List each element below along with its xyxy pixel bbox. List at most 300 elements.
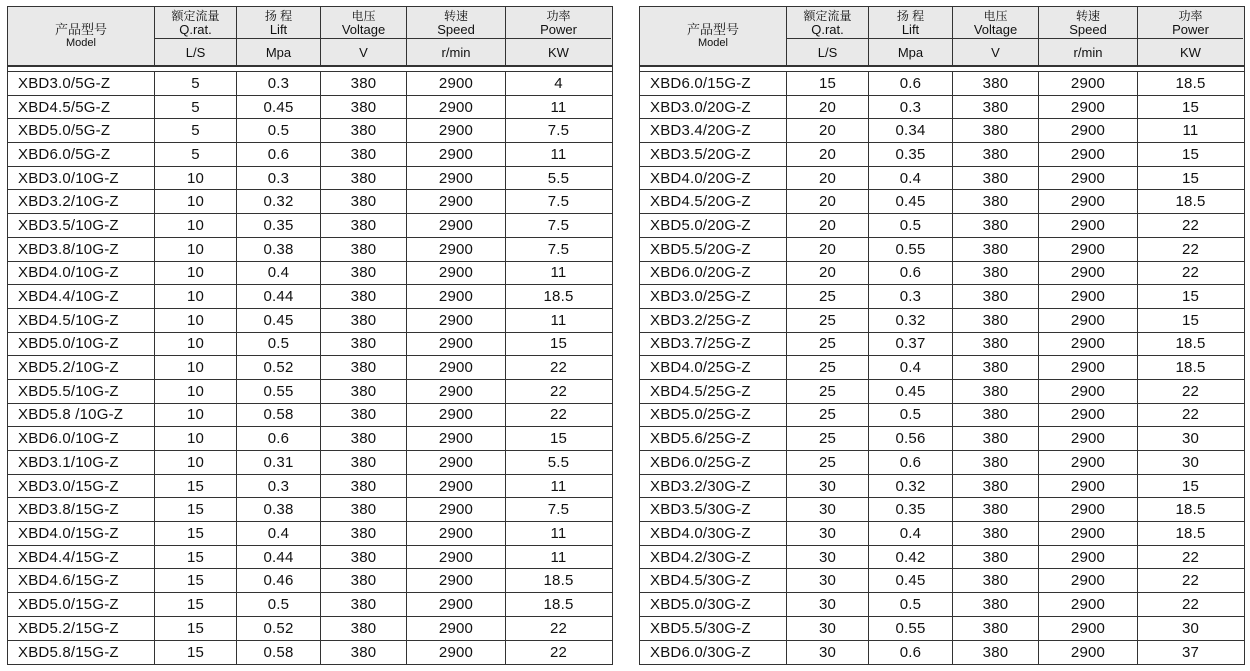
cell-flow: 20 <box>787 190 869 213</box>
cell-voltage: 380 <box>321 356 407 379</box>
cell-speed: 2900 <box>1039 498 1138 521</box>
cell-speed: 2900 <box>1039 333 1138 356</box>
table-row <box>8 404 612 428</box>
cell-voltage: 380 <box>953 309 1039 332</box>
cell-speed: 2900 <box>407 546 506 569</box>
cell-power: 15 <box>1181 288 1200 306</box>
cell-lift: 0.4 <box>237 262 321 285</box>
cell-lift: 0.31 <box>237 451 321 474</box>
cell-power: 7.5 <box>547 501 570 519</box>
cell-speed: 2900 <box>407 167 506 190</box>
cell-model: XBD4.0/25G-Z <box>640 356 787 379</box>
cell-model: XBD4.4/15G-Z <box>8 546 155 569</box>
cell-lift: 0.37 <box>869 333 953 356</box>
cell-voltage: 380 <box>321 262 407 285</box>
cell-flow: 20 <box>787 119 869 142</box>
cell-flow: 15 <box>155 475 237 498</box>
cell-model: XBD3.1/10G-Z <box>8 451 155 474</box>
cell-model: XBD4.0/20G-Z <box>640 167 787 190</box>
unit-voltage: V <box>359 44 368 60</box>
cell-flow: 10 <box>155 380 237 403</box>
table-row <box>8 641 612 665</box>
cell-speed: 2900 <box>407 451 506 474</box>
cell-flow: 30 <box>787 569 869 592</box>
cell-model: XBD5.8 /10G-Z <box>8 404 155 427</box>
cell-voltage: 380 <box>321 404 407 427</box>
cell-power: 15 <box>1181 477 1200 495</box>
cell-voltage: 380 <box>953 569 1039 592</box>
cell-flow: 5 <box>155 72 237 95</box>
cell-speed: 2900 <box>1039 617 1138 640</box>
cell-model: XBD3.8/15G-Z <box>8 498 155 521</box>
cell-lift: 0.58 <box>237 641 321 665</box>
pump-spec-table-left <box>7 6 613 665</box>
cell-voltage: 380 <box>321 641 407 665</box>
cell-lift: 0.45 <box>869 380 953 403</box>
cell-flow: 10 <box>155 262 237 285</box>
cell-flow: 30 <box>787 641 869 665</box>
cell-lift: 0.3 <box>869 96 953 119</box>
cell-power: 7.5 <box>547 122 570 140</box>
cell-power: 11 <box>550 311 567 329</box>
cell-speed: 2900 <box>1039 546 1138 569</box>
cell-lift: 0.55 <box>869 617 953 640</box>
cell-power: 15 <box>1181 169 1200 187</box>
cell-model: XBD3.0/25G-Z <box>640 285 787 308</box>
unit-flow: L/S <box>817 44 838 60</box>
cell-voltage: 380 <box>953 593 1039 616</box>
cell-speed: 2900 <box>407 641 506 665</box>
cell-flow: 10 <box>155 214 237 237</box>
cell-power: 18.5 <box>543 288 574 306</box>
cell-model: XBD4.5/30G-Z <box>640 569 787 592</box>
table-row <box>640 498 1244 522</box>
cell-power: 7.5 <box>547 193 570 211</box>
cell-flow: 25 <box>787 309 869 332</box>
cell-voltage: 380 <box>953 333 1039 356</box>
pump-spec-table-right <box>639 6 1245 665</box>
cell-lift: 0.5 <box>869 593 953 616</box>
cell-speed: 2900 <box>1039 238 1138 261</box>
cell-model: XBD3.0/15G-Z <box>8 475 155 498</box>
cell-flow: 10 <box>155 451 237 474</box>
cell-voltage: 380 <box>953 356 1039 379</box>
cell-power: 5.5 <box>547 453 570 471</box>
cell-voltage: 380 <box>953 427 1039 450</box>
cell-voltage: 380 <box>321 451 407 474</box>
cell-lift: 0.55 <box>869 238 953 261</box>
cell-power: 30 <box>1181 619 1200 637</box>
cell-model: XBD5.0/20G-Z <box>640 214 787 237</box>
header-speed: 转速 Speed r/min <box>1039 7 1138 65</box>
cell-flow: 10 <box>155 427 237 450</box>
table-row <box>8 214 612 238</box>
cell-voltage: 380 <box>321 119 407 142</box>
table-row <box>8 617 612 641</box>
cell-voltage: 380 <box>953 451 1039 474</box>
unit-power: KW <box>1180 44 1201 60</box>
cell-voltage: 380 <box>321 214 407 237</box>
cell-model: XBD4.0/15G-Z <box>8 522 155 545</box>
cell-lift: 0.56 <box>869 427 953 450</box>
cell-flow: 25 <box>787 356 869 379</box>
cell-speed: 2900 <box>407 475 506 498</box>
cell-speed: 2900 <box>407 404 506 427</box>
table-row <box>8 356 612 380</box>
cell-flow: 25 <box>787 451 869 474</box>
table-row <box>8 262 612 286</box>
cell-power: 22 <box>549 619 568 637</box>
cell-speed: 2900 <box>407 356 506 379</box>
cell-lift: 0.5 <box>237 333 321 356</box>
cell-lift: 0.6 <box>237 143 321 166</box>
cell-flow: 15 <box>155 617 237 640</box>
cell-flow: 20 <box>787 262 869 285</box>
table-body <box>8 72 612 664</box>
cell-power: 5.5 <box>547 169 570 187</box>
cell-voltage: 380 <box>953 214 1039 237</box>
table-row <box>8 427 612 451</box>
cell-lift: 0.46 <box>237 569 321 592</box>
cell-lift: 0.6 <box>869 641 953 665</box>
cell-flow: 15 <box>155 522 237 545</box>
cell-power: 15 <box>1181 98 1200 116</box>
cell-voltage: 380 <box>321 380 407 403</box>
cell-lift: 0.38 <box>237 498 321 521</box>
cell-power: 11 <box>550 524 567 542</box>
cell-lift: 0.5 <box>237 593 321 616</box>
header-voltage: 电压 Voltage V <box>321 7 407 65</box>
cell-lift: 0.35 <box>237 214 321 237</box>
cell-power: 18.5 <box>1175 335 1206 353</box>
cell-power: 11 <box>550 548 567 566</box>
table-row <box>640 238 1244 262</box>
cell-speed: 2900 <box>1039 285 1138 308</box>
cell-model: XBD4.5/10G-Z <box>8 309 155 332</box>
cell-power: 18.5 <box>1175 193 1206 211</box>
cell-model: XBD5.0/5G-Z <box>8 119 155 142</box>
cell-model: XBD6.0/15G-Z <box>640 72 787 95</box>
table-row <box>8 309 612 333</box>
cell-speed: 2900 <box>1039 309 1138 332</box>
cell-speed: 2900 <box>1039 96 1138 119</box>
cell-speed: 2900 <box>1039 475 1138 498</box>
cell-flow: 20 <box>787 167 869 190</box>
table-row <box>640 522 1244 546</box>
cell-speed: 2900 <box>407 333 506 356</box>
cell-model: XBD4.0/10G-Z <box>8 262 155 285</box>
cell-power: 18.5 <box>543 572 574 590</box>
cell-speed: 2900 <box>1039 143 1138 166</box>
cell-lift: 0.6 <box>237 427 321 450</box>
table-row <box>8 546 612 570</box>
cell-voltage: 380 <box>321 285 407 308</box>
table-row <box>8 285 612 309</box>
cell-power: 15 <box>1181 145 1200 163</box>
cell-lift: 0.55 <box>237 380 321 403</box>
cell-model: XBD3.8/10G-Z <box>8 238 155 261</box>
cell-power: 22 <box>1181 216 1200 234</box>
cell-model: XBD3.5/20G-Z <box>640 143 787 166</box>
table-row <box>8 143 612 167</box>
cell-model: XBD4.0/30G-Z <box>640 522 787 545</box>
cell-speed: 2900 <box>1039 569 1138 592</box>
cell-power: 11 <box>550 98 567 116</box>
table-row <box>640 427 1244 451</box>
table-row <box>8 190 612 214</box>
cell-power: 22 <box>1181 264 1200 282</box>
cell-power: 18.5 <box>1175 74 1206 92</box>
table-row <box>640 593 1244 617</box>
table-row <box>640 451 1244 475</box>
cell-model: XBD3.2/25G-Z <box>640 309 787 332</box>
cell-speed: 2900 <box>407 569 506 592</box>
cell-speed: 2900 <box>1039 451 1138 474</box>
cell-voltage: 380 <box>321 427 407 450</box>
cell-power: 7.5 <box>547 240 570 258</box>
table-row <box>640 569 1244 593</box>
cell-voltage: 380 <box>321 498 407 521</box>
cell-flow: 10 <box>155 356 237 379</box>
unit-lift: Mpa <box>897 44 924 60</box>
cell-voltage: 380 <box>321 309 407 332</box>
cell-power: 37 <box>1181 643 1200 661</box>
cell-flow: 5 <box>155 143 237 166</box>
unit-lift: Mpa <box>265 44 292 60</box>
cell-power: 15 <box>549 430 568 448</box>
cell-voltage: 380 <box>321 617 407 640</box>
table-row <box>640 641 1244 665</box>
cell-lift: 0.58 <box>237 404 321 427</box>
table-row <box>640 72 1244 96</box>
table-row <box>8 380 612 404</box>
cell-flow: 10 <box>155 167 237 190</box>
cell-flow: 15 <box>155 593 237 616</box>
cell-power: 22 <box>1181 382 1200 400</box>
cell-voltage: 380 <box>953 522 1039 545</box>
cell-model: XBD3.2/10G-Z <box>8 190 155 213</box>
cell-voltage: 380 <box>953 119 1039 142</box>
table-row <box>640 119 1244 143</box>
table-row <box>640 356 1244 380</box>
cell-lift: 0.6 <box>869 262 953 285</box>
cell-model: XBD5.0/30G-Z <box>640 593 787 616</box>
cell-flow: 25 <box>787 380 869 403</box>
cell-flow: 15 <box>155 498 237 521</box>
cell-flow: 10 <box>155 190 237 213</box>
cell-lift: 0.38 <box>237 238 321 261</box>
cell-flow: 25 <box>787 404 869 427</box>
cell-flow: 15 <box>155 546 237 569</box>
cell-flow: 30 <box>787 617 869 640</box>
cell-power: 22 <box>1181 572 1200 590</box>
cell-voltage: 380 <box>953 143 1039 166</box>
cell-model: XBD5.6/25G-Z <box>640 427 787 450</box>
cell-lift: 0.4 <box>237 522 321 545</box>
cell-model: XBD4.2/30G-Z <box>640 546 787 569</box>
cell-voltage: 380 <box>321 333 407 356</box>
table-row <box>8 475 612 499</box>
cell-lift: 0.6 <box>869 451 953 474</box>
cell-voltage: 380 <box>321 190 407 213</box>
cell-model: XBD5.0/25G-Z <box>640 404 787 427</box>
cell-voltage: 380 <box>953 641 1039 665</box>
cell-lift: 0.32 <box>237 190 321 213</box>
table-row <box>640 380 1244 404</box>
cell-flow: 30 <box>787 593 869 616</box>
cell-model: XBD5.2/15G-Z <box>8 617 155 640</box>
cell-power: 18.5 <box>543 595 574 613</box>
cell-speed: 2900 <box>1039 380 1138 403</box>
cell-lift: 0.32 <box>869 475 953 498</box>
cell-speed: 2900 <box>407 285 506 308</box>
cell-flow: 20 <box>787 96 869 119</box>
cell-lift: 0.3 <box>237 475 321 498</box>
cell-speed: 2900 <box>1039 262 1138 285</box>
cell-lift: 0.3 <box>237 167 321 190</box>
table-row <box>8 593 612 617</box>
cell-power: 15 <box>549 335 568 353</box>
cell-power: 22 <box>549 406 568 424</box>
cell-lift: 0.4 <box>869 522 953 545</box>
cell-voltage: 380 <box>953 617 1039 640</box>
cell-model: XBD5.8/15G-Z <box>8 641 155 665</box>
cell-voltage: 380 <box>953 285 1039 308</box>
cell-voltage: 380 <box>321 475 407 498</box>
cell-power: 7.5 <box>547 216 570 234</box>
table-row <box>640 546 1244 570</box>
table-row <box>8 522 612 546</box>
table-row <box>640 167 1244 191</box>
table-row <box>640 143 1244 167</box>
cell-lift: 0.6 <box>869 72 953 95</box>
cell-flow: 20 <box>787 214 869 237</box>
cell-lift: 0.44 <box>237 546 321 569</box>
cell-voltage: 380 <box>953 498 1039 521</box>
cell-voltage: 380 <box>953 96 1039 119</box>
cell-flow: 25 <box>787 427 869 450</box>
cell-speed: 2900 <box>407 72 506 95</box>
cell-power: 30 <box>1181 453 1200 471</box>
cell-model: XBD6.0/10G-Z <box>8 427 155 450</box>
cell-speed: 2900 <box>1039 593 1138 616</box>
header-model: 产品型号 Model <box>8 7 155 65</box>
cell-power: 11 <box>1182 122 1199 140</box>
cell-speed: 2900 <box>407 143 506 166</box>
header-power: 功率 Power KW <box>1138 7 1243 65</box>
cell-power: 22 <box>549 643 568 661</box>
cell-speed: 2900 <box>1039 119 1138 142</box>
cell-flow: 5 <box>155 119 237 142</box>
table-row <box>8 96 612 120</box>
cell-flow: 15 <box>155 569 237 592</box>
cell-flow: 25 <box>787 285 869 308</box>
cell-speed: 2900 <box>407 238 506 261</box>
cell-power: 15 <box>1181 311 1200 329</box>
cell-voltage: 380 <box>953 72 1039 95</box>
cell-model: XBD5.2/10G-Z <box>8 356 155 379</box>
cell-model: XBD5.0/10G-Z <box>8 333 155 356</box>
table-row <box>8 451 612 475</box>
cell-flow: 25 <box>787 333 869 356</box>
header-model: 产品型号 Model <box>640 7 787 65</box>
cell-lift: 0.3 <box>869 285 953 308</box>
cell-flow: 10 <box>155 309 237 332</box>
cell-speed: 2900 <box>407 427 506 450</box>
cell-lift: 0.34 <box>869 119 953 142</box>
cell-speed: 2900 <box>407 522 506 545</box>
table-row <box>8 333 612 357</box>
cell-power: 22 <box>1181 240 1200 258</box>
cell-speed: 2900 <box>407 96 506 119</box>
cell-flow: 15 <box>787 72 869 95</box>
cell-flow: 20 <box>787 238 869 261</box>
cell-power: 22 <box>549 382 568 400</box>
cell-power: 22 <box>1181 595 1200 613</box>
cell-speed: 2900 <box>1039 427 1138 450</box>
table-header <box>8 7 612 67</box>
cell-flow: 10 <box>155 333 237 356</box>
header-flow: 额定流量 Q.rat. L/S <box>155 7 237 65</box>
cell-model: XBD5.5/30G-Z <box>640 617 787 640</box>
cell-lift: 0.52 <box>237 617 321 640</box>
cell-power: 11 <box>550 145 567 163</box>
table-row <box>8 167 612 191</box>
cell-lift: 0.32 <box>869 309 953 332</box>
cell-lift: 0.52 <box>237 356 321 379</box>
cell-model: XBD6.0/30G-Z <box>640 641 787 665</box>
cell-flow: 30 <box>787 498 869 521</box>
cell-speed: 2900 <box>407 214 506 237</box>
table-row <box>640 262 1244 286</box>
cell-speed: 2900 <box>407 309 506 332</box>
cell-power: 22 <box>1181 548 1200 566</box>
cell-lift: 0.35 <box>869 498 953 521</box>
cell-model: XBD3.4/20G-Z <box>640 119 787 142</box>
unit-speed: r/min <box>1073 44 1103 60</box>
cell-flow: 30 <box>787 522 869 545</box>
cell-power: 22 <box>1181 406 1200 424</box>
cell-voltage: 380 <box>321 593 407 616</box>
unit-flow: L/S <box>185 44 206 60</box>
header-lift: 扬 程 Lift Mpa <box>237 7 321 65</box>
cell-voltage: 380 <box>321 546 407 569</box>
cell-model: XBD6.0/5G-Z <box>8 143 155 166</box>
table-row <box>640 96 1244 120</box>
cell-lift: 0.45 <box>869 190 953 213</box>
cell-model: XBD6.0/20G-Z <box>640 262 787 285</box>
table-row <box>640 617 1244 641</box>
cell-power: 11 <box>550 264 567 282</box>
cell-model: XBD3.5/10G-Z <box>8 214 155 237</box>
cell-voltage: 380 <box>953 475 1039 498</box>
table-row <box>8 72 612 96</box>
cell-flow: 10 <box>155 238 237 261</box>
cell-speed: 2900 <box>407 593 506 616</box>
cell-speed: 2900 <box>407 190 506 213</box>
cell-lift: 0.42 <box>869 546 953 569</box>
cell-model: XBD5.5/20G-Z <box>640 238 787 261</box>
header-flow: 额定流量 Q.rat. L/S <box>787 7 869 65</box>
header-power: 功率 Power KW <box>506 7 611 65</box>
cell-lift: 0.44 <box>237 285 321 308</box>
cell-model: XBD4.5/20G-Z <box>640 190 787 213</box>
cell-flow: 15 <box>155 641 237 665</box>
table-row <box>640 333 1244 357</box>
table-body <box>640 72 1244 664</box>
cell-voltage: 380 <box>953 167 1039 190</box>
cell-model: XBD3.0/5G-Z <box>8 72 155 95</box>
